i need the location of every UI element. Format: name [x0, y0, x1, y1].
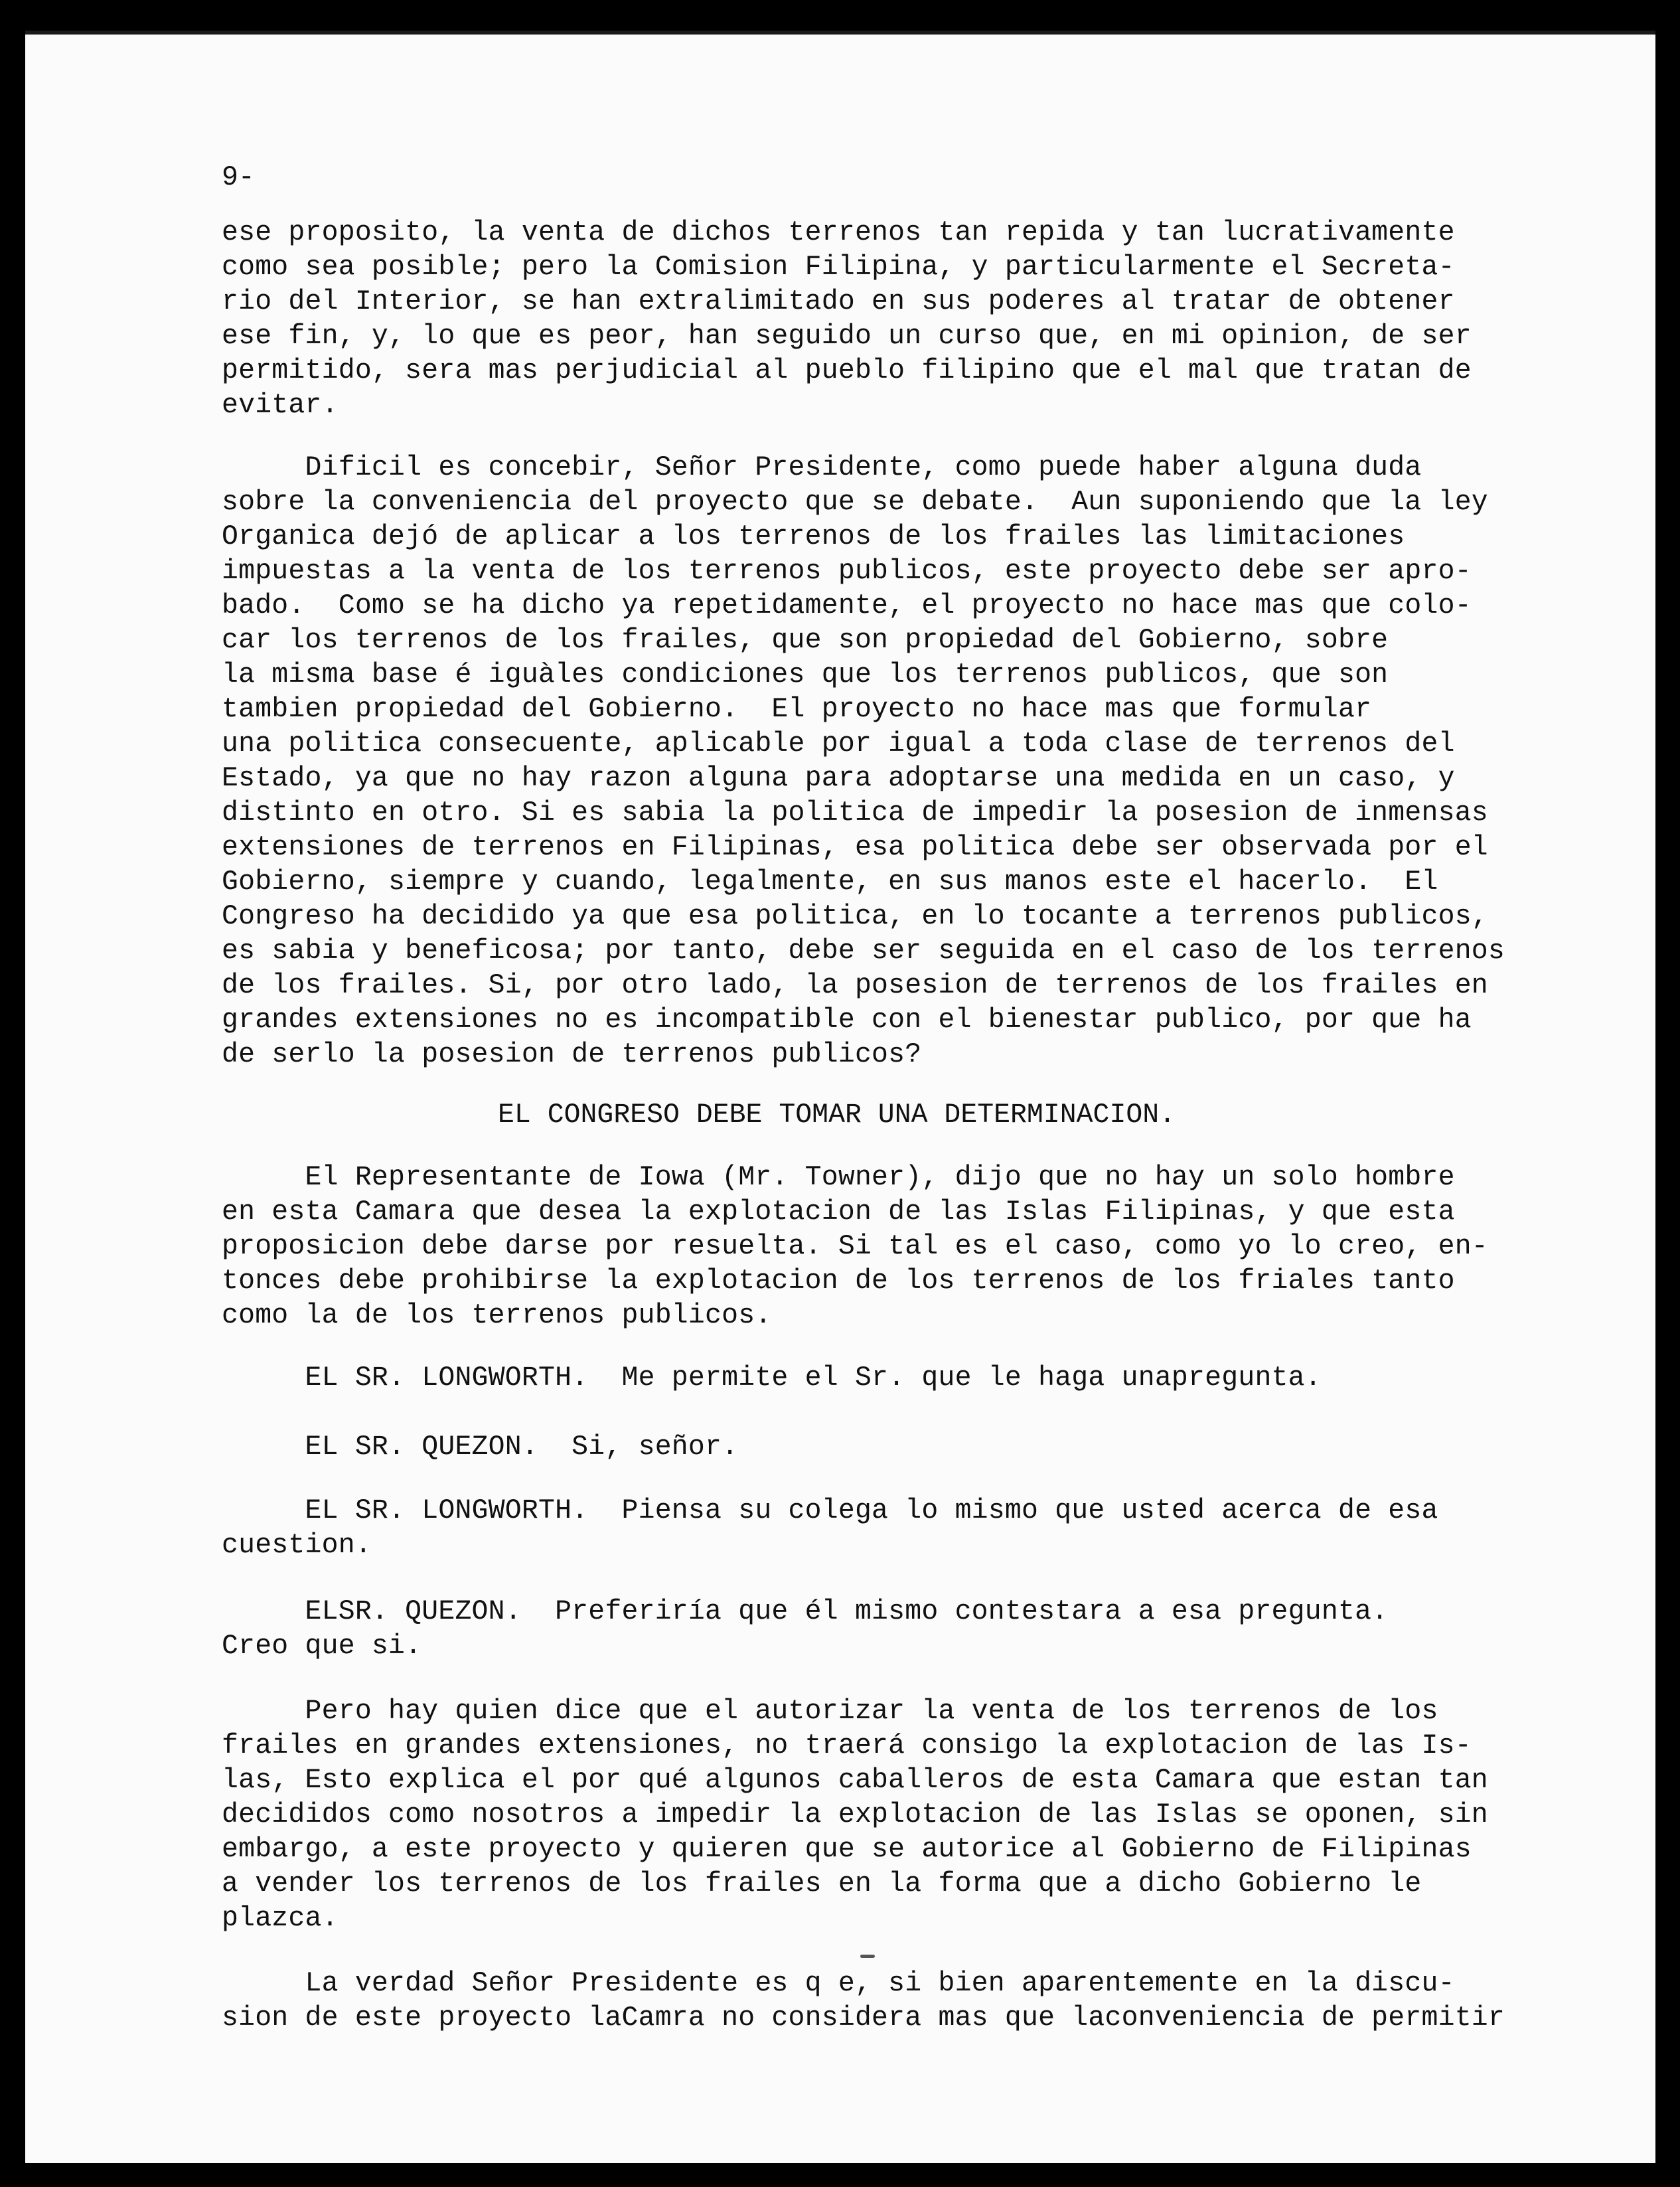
text-line: evitar.	[222, 390, 339, 421]
dialogue-line: ELSR. QUEZON. Preferiría que él mismo contestara a esa pregunta.	[222, 1596, 1389, 1627]
text-line: rio del Interior, se han extralimitado en sus poderes al tratar de obtener	[222, 286, 1455, 317]
dialogue-line: Creo que si.	[222, 1631, 422, 1662]
text-line: Pero hay quien dice que el autorizar la venta de los terrenos de los	[222, 1696, 1438, 1727]
text-line: tonces debe prohibirse la explotacion de los terrenos de los friales tanto	[222, 1265, 1455, 1297]
dialogue-line: EL SR. QUEZON. Si, señor.	[222, 1431, 739, 1463]
text-line: bado. Como se ha dicho ya repetidamente, el proyecto no hace mas que colo-	[222, 590, 1472, 621]
text-line: La verdad Señor Presidente es q e, si bien aparentemente en la discu-	[222, 1968, 1455, 1999]
text-line: las, Esto explica el por qué algunos caballeros de esta Camara que estan tan	[222, 1765, 1488, 1796]
text-line: es sabia y beneficosa; por tanto, debe ser seguida en el caso de los terrenos	[222, 935, 1505, 967]
text-line: como la de los terrenos publicos.	[222, 1300, 772, 1331]
text-line: sobre la conveniencia del proyecto que se debate. Aun suponiendo que la ley	[222, 487, 1488, 518]
text-line: de los frailes. Si, por otro lado, la posesion de terrenos de los frailes en	[222, 970, 1488, 1001]
text-line: como sea posible; pero la Comision Filipina, y particularmente el Secreta-	[222, 252, 1455, 283]
text-line: a vender los terrenos de los frailes en la forma que a dicho Gobierno le	[222, 1868, 1422, 1900]
ink-smudge	[860, 1955, 875, 1958]
text-line: plazca.	[222, 1903, 339, 1934]
dialogue-line: EL SR. LONGWORTH. Piensa su colega lo mismo que usted acerca de esa	[222, 1495, 1438, 1526]
text-line: tambien propiedad del Gobierno. El proyecto no hace mas que formular	[222, 694, 1372, 725]
text-line: en esta Camara que desea la explotacion de las Islas Filipinas, y que esta	[222, 1196, 1455, 1228]
text-line: una politica consecuente, aplicable por igual a toda clase de terrenos del	[222, 728, 1455, 760]
text-line: car los terrenos de los frailes, que son propiedad del Gobierno, sobre	[222, 625, 1389, 656]
text-line: sion de este proyecto laCamra no considera mas que laconveniencia de permitir	[222, 2002, 1505, 2034]
text-line: Estado, ya que no hay razon alguna para adoptarse una medida en un caso, y	[222, 763, 1455, 794]
text-line: embargo, a este proyecto y quieren que se autorice al Gobierno de Filipinas	[222, 1834, 1472, 1865]
text-line: ese fin, y, lo que es peor, han seguido un curso que, en mi opinion, de ser	[222, 321, 1472, 352]
text-line: ese proposito, la venta de dichos terrenos tan repida y tan lucrativamente	[222, 217, 1455, 248]
text-line: Congreso ha decidido ya que esa politica, en lo tocante a terrenos publicos,	[222, 901, 1488, 932]
text-line: decididos como nosotros a impedir la explotacion de las Islas se oponen, sin	[222, 1799, 1488, 1830]
text-line: permitido, sera mas perjudicial al pueblo filipino que el mal que tratan de	[222, 355, 1472, 386]
document-page	[25, 31, 1655, 2163]
page-number: 9-	[222, 162, 255, 193]
text-line: Dificil es concebir, Señor Presidente, como puede haber alguna duda	[222, 452, 1422, 483]
text-line: El Representante de Iowa (Mr. Towner), dijo que no hay un solo hombre	[222, 1162, 1455, 1193]
text-line: la misma base é iguàles condiciones que los terrenos publicos, que son	[222, 659, 1389, 690]
text-line: impuestas a la venta de los terrenos publicos, este proyecto debe ser apro-	[222, 556, 1472, 587]
dialogue-line: EL SR. LONGWORTH. Me permite el Sr. que le haga unapregunta.	[222, 1362, 1322, 1394]
section-heading: EL CONGRESO DEBE TOMAR UNA DETERMINACION.	[498, 1099, 1176, 1131]
text-line: grandes extensiones no es incompatible con el bienestar publico, por que ha	[222, 1005, 1472, 1036]
text-line: Gobierno, siempre y cuando, legalmente, en sus manos este el hacerlo. El	[222, 866, 1438, 898]
text-line: de serlo la posesion de terrenos publicos?	[222, 1039, 922, 1070]
text-line: distinto en otro. Si es sabia la politica de impedir la posesion de inmensas	[222, 797, 1488, 829]
dialogue-line: cuestion.	[222, 1530, 372, 1561]
text-line: proposicion debe darse por resuelta. Si tal es el caso, como yo lo creo, en-	[222, 1231, 1488, 1262]
text-line: Organica dejó de aplicar a los terrenos de los frailes las limitaciones	[222, 521, 1405, 552]
text-line: frailes en grandes extensiones, no traerá consigo la explotacion de las Is-	[222, 1730, 1472, 1761]
text-line: extensiones de terrenos en Filipinas, esa politica debe ser observada por el	[222, 832, 1488, 863]
